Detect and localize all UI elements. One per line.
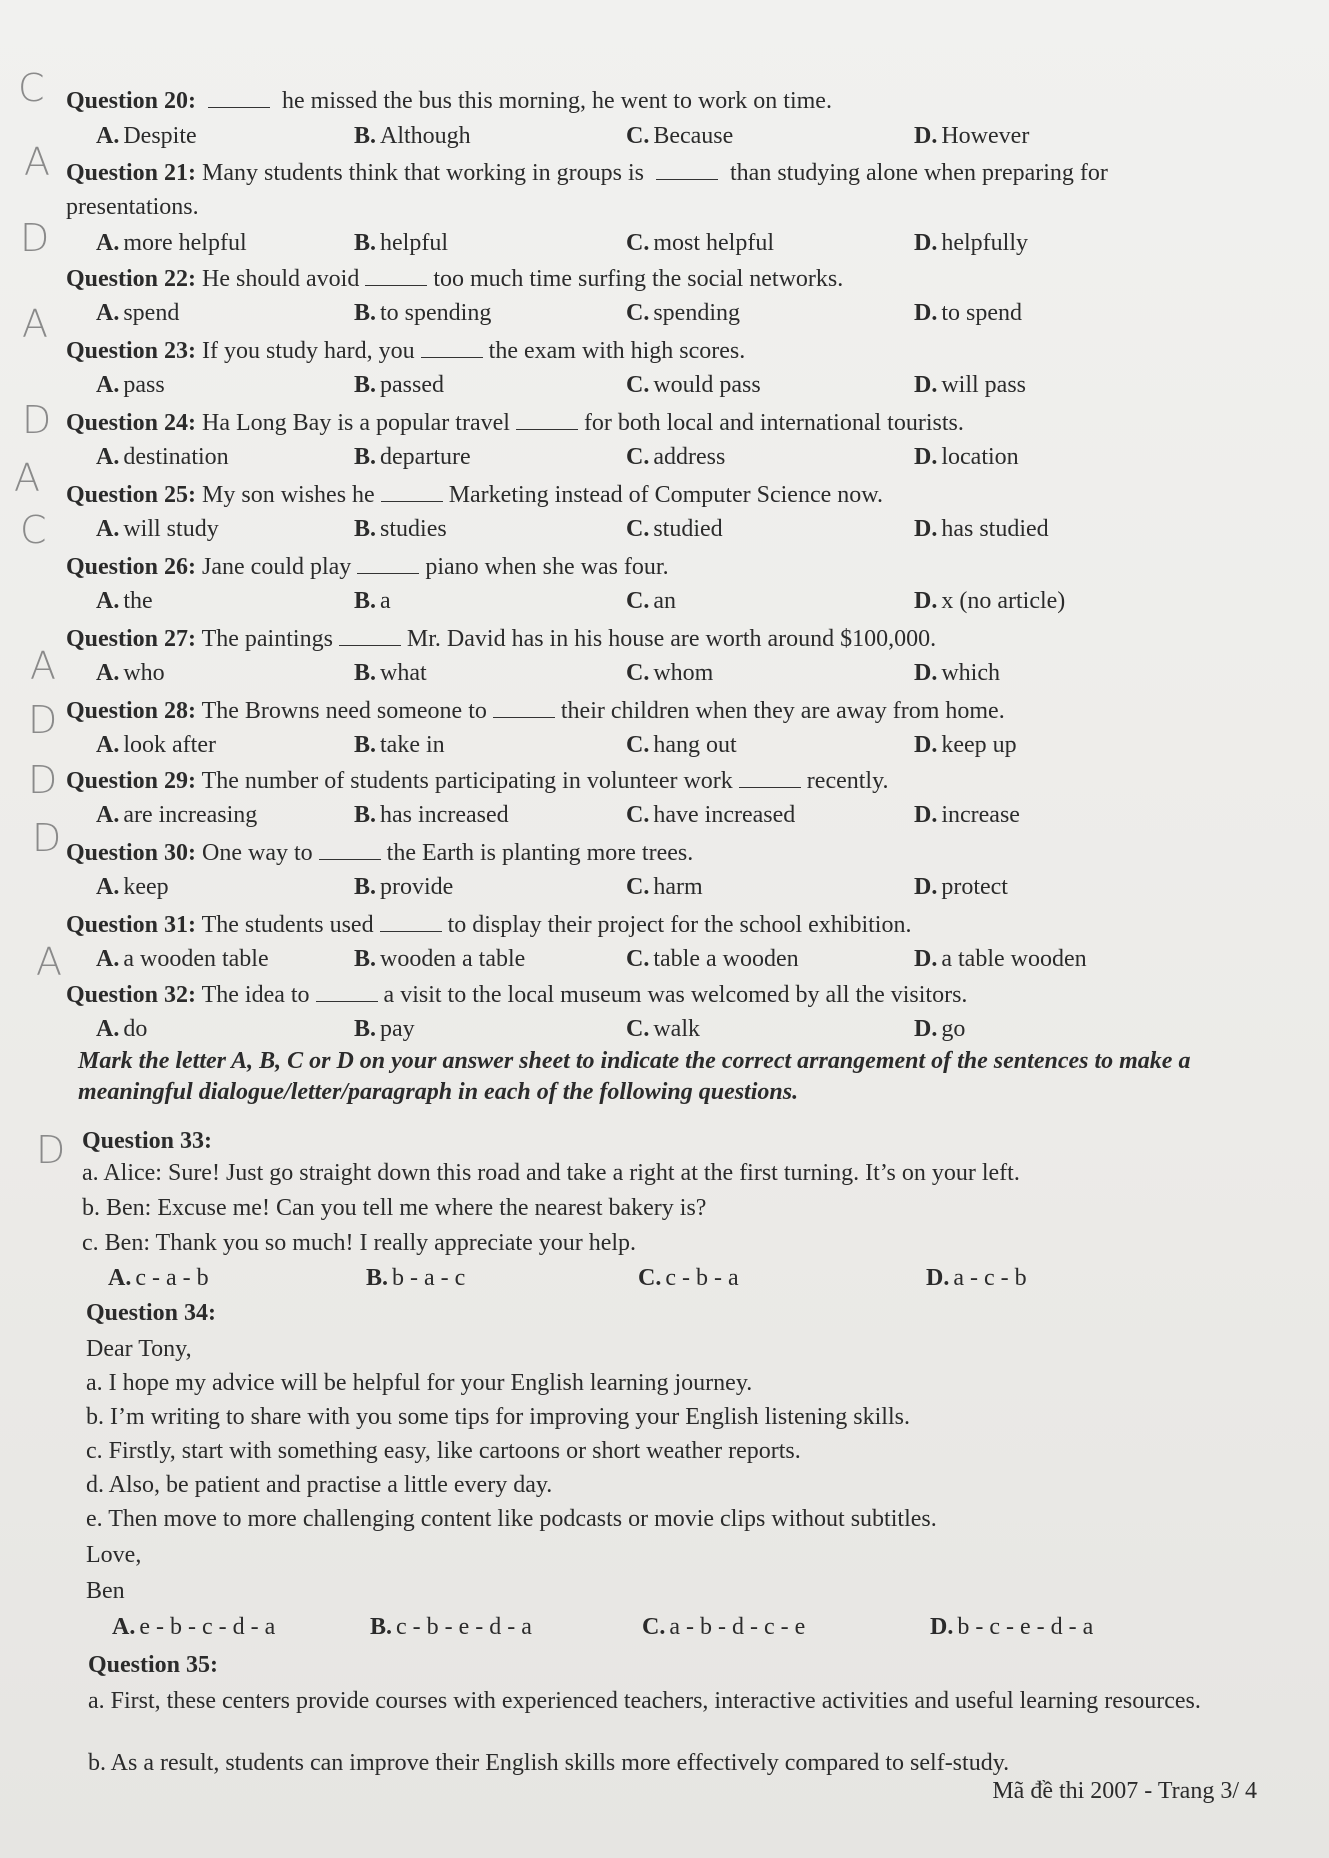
option-a: Despite bbox=[123, 123, 197, 149]
option-b: helpful bbox=[380, 230, 448, 256]
margin-mark: D bbox=[28, 758, 58, 802]
question-text-before: My son wishes he bbox=[202, 482, 375, 508]
question-text-before: The students used bbox=[201, 912, 374, 938]
question-text-after: piano when she was four. bbox=[425, 554, 669, 580]
option-d: a - c - b bbox=[953, 1265, 1027, 1291]
margin-mark: A bbox=[14, 456, 40, 500]
option-d: x (no article) bbox=[941, 588, 1066, 614]
question-number: Question 35: bbox=[88, 1652, 219, 1678]
options-27: A. who B. what C. whom D. which bbox=[96, 660, 1000, 686]
option-d: location bbox=[941, 444, 1019, 470]
option-b: wooden a table bbox=[380, 946, 526, 972]
question-number: Question 24: bbox=[66, 410, 197, 436]
options-25: A. will study B. studies C. studied D. has studied bbox=[96, 516, 1049, 542]
option-b: studies bbox=[380, 516, 447, 542]
question-number: Question 21: bbox=[66, 160, 197, 186]
option-a: do bbox=[123, 1016, 148, 1042]
option-d: keep up bbox=[941, 732, 1017, 758]
question-text-after: their children when they are away from home. bbox=[560, 698, 1005, 724]
dialogue-line: c. Ben: Thank you so much! I really appreciate your help. bbox=[82, 1230, 637, 1256]
option-b: passed bbox=[380, 372, 444, 398]
dialogue-line: b. Ben: Excuse me! Can you tell me where the nearest bakery is? bbox=[82, 1195, 707, 1221]
letter-line: b. I’m writing to share with you some tips for improving your English listening skills. bbox=[86, 1404, 910, 1430]
question-text-after: the Earth is planting more trees. bbox=[386, 840, 694, 866]
option-a: pass bbox=[123, 372, 165, 398]
option-c: table a wooden bbox=[653, 946, 799, 972]
question-number: Question 33: bbox=[82, 1128, 213, 1154]
question-21 bbox=[66, 160, 1108, 187]
question-text-after: to display their project for the school exhibition. bbox=[447, 912, 912, 938]
letter-line: d. Also, be patient and practise a little every day. bbox=[86, 1472, 553, 1498]
question-35 bbox=[88, 1652, 218, 1679]
option-d: to spend bbox=[941, 300, 1023, 326]
option-b: c - b - e - d - a bbox=[396, 1614, 532, 1640]
option-a: a wooden table bbox=[123, 946, 269, 972]
margin-mark: A bbox=[24, 140, 50, 184]
question-number: Question 29: bbox=[66, 768, 197, 794]
options-26: A. the B. a C. an D. x (no article) bbox=[96, 588, 1066, 614]
question-text-before: If you study hard, you bbox=[202, 338, 415, 364]
question-25 bbox=[66, 482, 883, 509]
options-20: A. Despite B. Although C. Because D. However bbox=[96, 123, 1030, 149]
question-text-before: The number of students participating in volunteer work bbox=[201, 768, 733, 794]
options-31: A. a wooden table B. wooden a table C. table a wooden D. a table wooden bbox=[96, 946, 1087, 972]
letter-line: a. I hope my advice will be helpful for your English learning journey. bbox=[86, 1370, 753, 1396]
options-24: A. destination B. departure C. address D. location bbox=[96, 444, 1019, 470]
question-24 bbox=[66, 410, 964, 437]
margin-mark: A bbox=[30, 644, 56, 688]
options-22: A. spend B. to spending C. spending D. to spend bbox=[96, 300, 1023, 326]
question-33 bbox=[82, 1128, 212, 1155]
option-c: would pass bbox=[653, 372, 761, 398]
paragraph-line: a. First, these centers provide courses with experienced teachers, interactive activities and useful learning resources. bbox=[88, 1688, 1201, 1714]
option-c: spending bbox=[653, 300, 741, 326]
options-32: A. do B. pay C. walk D. go bbox=[96, 1016, 966, 1042]
question-text-after: a visit to the local museum was welcomed by all the visitors. bbox=[383, 982, 968, 1008]
answer-blank bbox=[516, 411, 578, 430]
options-34: A. e - b - c - d - a B. c - b - e - d - a C. a - b - d - c - e D. b - c - e - d - a bbox=[112, 1614, 1094, 1640]
question-number: Question 32: bbox=[66, 982, 197, 1008]
question-text-before: He should avoid bbox=[202, 266, 360, 292]
option-b: has increased bbox=[380, 802, 509, 828]
question-26 bbox=[66, 554, 669, 581]
answer-blank bbox=[208, 89, 270, 108]
option-d: go bbox=[941, 1016, 966, 1042]
option-a: more helpful bbox=[123, 230, 247, 256]
option-b: take in bbox=[380, 732, 445, 758]
option-b: departure bbox=[380, 444, 471, 470]
option-b: Although bbox=[380, 123, 471, 149]
section-instruction: Mark the letter A, B, C or D on your answer sheet to indicate the correct arrangement of the sentences to make a meaningful dialogue/letter/paragraph in each of the following questions. bbox=[78, 1048, 1191, 1105]
question-23 bbox=[66, 338, 745, 365]
question-number: Question 20: bbox=[66, 88, 197, 114]
paragraph-line: b. As a result, students can improve their English skills more effectively compared to self-study. bbox=[88, 1750, 1010, 1776]
option-d: protect bbox=[941, 874, 1008, 900]
question-text-after: Mr. David has in his house are worth around $100,000. bbox=[406, 626, 937, 652]
option-c: Because bbox=[653, 123, 734, 149]
question-text-after: Marketing instead of Computer Science now. bbox=[448, 482, 884, 508]
question-32 bbox=[66, 982, 967, 1009]
letter-line: c. Firstly, start with something easy, like cartoons or short weather reports. bbox=[86, 1438, 801, 1464]
answer-blank bbox=[381, 483, 443, 502]
option-b: pay bbox=[380, 1016, 415, 1042]
page-footer: Mã đề thi 2007 - Trang 3/ 4 bbox=[992, 1778, 1257, 1804]
question-30 bbox=[66, 840, 693, 867]
option-c: a - b - d - c - e bbox=[669, 1614, 806, 1640]
question-20 bbox=[66, 88, 832, 115]
option-c: most helpful bbox=[653, 230, 774, 256]
margin-mark: D bbox=[22, 398, 52, 442]
question-text-before: The idea to bbox=[201, 982, 310, 1008]
question-text-before: Ha Long Bay is a popular travel bbox=[202, 410, 510, 436]
question-number: Question 27: bbox=[66, 626, 197, 652]
option-c: walk bbox=[653, 1016, 700, 1042]
option-a: c - a - b bbox=[135, 1265, 209, 1291]
option-a: look after bbox=[123, 732, 216, 758]
question-number: Question 26: bbox=[66, 554, 197, 580]
margin-mark: D bbox=[36, 1128, 66, 1172]
answer-blank bbox=[339, 627, 401, 646]
option-c: have increased bbox=[653, 802, 796, 828]
option-b: a bbox=[380, 588, 391, 614]
answer-blank bbox=[380, 913, 442, 932]
question-22 bbox=[66, 266, 843, 293]
option-d: However bbox=[941, 123, 1030, 149]
question-text-after: recently. bbox=[806, 768, 889, 794]
option-d: has studied bbox=[941, 516, 1049, 542]
option-c: an bbox=[653, 588, 676, 614]
option-a: who bbox=[123, 660, 165, 686]
options-28: A. look after B. take in C. hang out D. keep up bbox=[96, 732, 1017, 758]
option-c: harm bbox=[653, 874, 703, 900]
question-31 bbox=[66, 912, 911, 939]
option-c: c - b - a bbox=[665, 1265, 739, 1291]
option-d: b - c - e - d - a bbox=[957, 1614, 1094, 1640]
answer-blank bbox=[319, 841, 381, 860]
answer-blank bbox=[316, 983, 378, 1002]
question-number: Question 31: bbox=[66, 912, 197, 938]
margin-mark: A bbox=[22, 302, 48, 346]
option-a: e - b - c - d - a bbox=[139, 1614, 276, 1640]
question-continuation: presentations. bbox=[66, 194, 199, 220]
option-b: what bbox=[380, 660, 427, 686]
margin-mark: A bbox=[36, 940, 62, 984]
question-text-after: too much time surfing the social networks. bbox=[433, 266, 844, 292]
letter-line: Ben bbox=[86, 1578, 125, 1604]
question-text-after: than studying alone when preparing for bbox=[730, 160, 1108, 186]
question-34 bbox=[86, 1300, 216, 1327]
answer-blank bbox=[739, 769, 801, 788]
question-29 bbox=[66, 768, 889, 795]
options-33: A. c - a - b B. b - a - c C. c - b - a D. a - c - b bbox=[108, 1265, 1027, 1291]
question-text-after: he missed the bus this morning, he went to work on time. bbox=[282, 88, 832, 114]
options-30: A. keep B. provide C. harm D. protect bbox=[96, 874, 1008, 900]
dialogue-line: a. Alice: Sure! Just go straight down this road and take a right at the first turning. It’s on your left. bbox=[82, 1160, 1020, 1186]
answer-blank bbox=[656, 161, 718, 180]
letter-line: Dear Tony, bbox=[86, 1336, 192, 1362]
options-23: A. pass B. passed C. would pass D. will pass bbox=[96, 372, 1027, 398]
question-text-before: The paintings bbox=[201, 626, 333, 652]
answer-blank bbox=[357, 555, 419, 574]
option-d: increase bbox=[941, 802, 1020, 828]
question-number: Question 22: bbox=[66, 266, 197, 292]
option-b: b - a - c bbox=[392, 1265, 466, 1291]
question-text-before: The Browns need someone to bbox=[201, 698, 487, 724]
option-c: address bbox=[653, 444, 726, 470]
option-d: which bbox=[941, 660, 1000, 686]
letter-line: e. Then move to more challenging content like podcasts or movie clips without subtitles. bbox=[86, 1506, 937, 1532]
question-number: Question 28: bbox=[66, 698, 197, 724]
margin-mark: C bbox=[18, 66, 45, 110]
option-a: will study bbox=[123, 516, 219, 542]
question-text-after: for both local and international tourists. bbox=[583, 410, 964, 436]
option-c: whom bbox=[653, 660, 714, 686]
option-c: hang out bbox=[653, 732, 737, 758]
option-a: are increasing bbox=[123, 802, 258, 828]
option-b: to spending bbox=[380, 300, 492, 326]
question-number: Question 25: bbox=[66, 482, 197, 508]
option-a: destination bbox=[123, 444, 229, 470]
option-d: helpfully bbox=[941, 230, 1028, 256]
answer-blank bbox=[421, 339, 483, 358]
margin-mark: D bbox=[28, 698, 58, 742]
question-number: Question 30: bbox=[66, 840, 197, 866]
option-b: provide bbox=[380, 874, 454, 900]
option-d: a table wooden bbox=[941, 946, 1087, 972]
answer-blank bbox=[365, 267, 427, 286]
option-a: keep bbox=[123, 874, 169, 900]
answer-blank bbox=[493, 699, 555, 718]
option-a: the bbox=[123, 588, 153, 614]
question-27 bbox=[66, 626, 936, 653]
option-c: studied bbox=[653, 516, 723, 542]
question-number: Question 23: bbox=[66, 338, 197, 364]
options-21: A. more helpful B. helpful C. most helpful D. helpfully bbox=[96, 230, 1028, 256]
margin-mark: D bbox=[20, 216, 50, 260]
options-29: A. are increasing B. has increased C. have increased D. increase bbox=[96, 802, 1020, 828]
question-text-before: Many students think that working in groups is bbox=[202, 160, 644, 186]
question-text-after: the exam with high scores. bbox=[488, 338, 746, 364]
question-28 bbox=[66, 698, 1005, 725]
question-text-before: Jane could play bbox=[202, 554, 352, 580]
margin-mark: C bbox=[20, 508, 47, 552]
letter-line: Love, bbox=[86, 1542, 142, 1568]
option-d: will pass bbox=[941, 372, 1027, 398]
option-a: spend bbox=[123, 300, 180, 326]
question-text-before: One way to bbox=[202, 840, 313, 866]
margin-mark: D bbox=[32, 816, 62, 860]
question-number: Question 34: bbox=[86, 1300, 217, 1326]
